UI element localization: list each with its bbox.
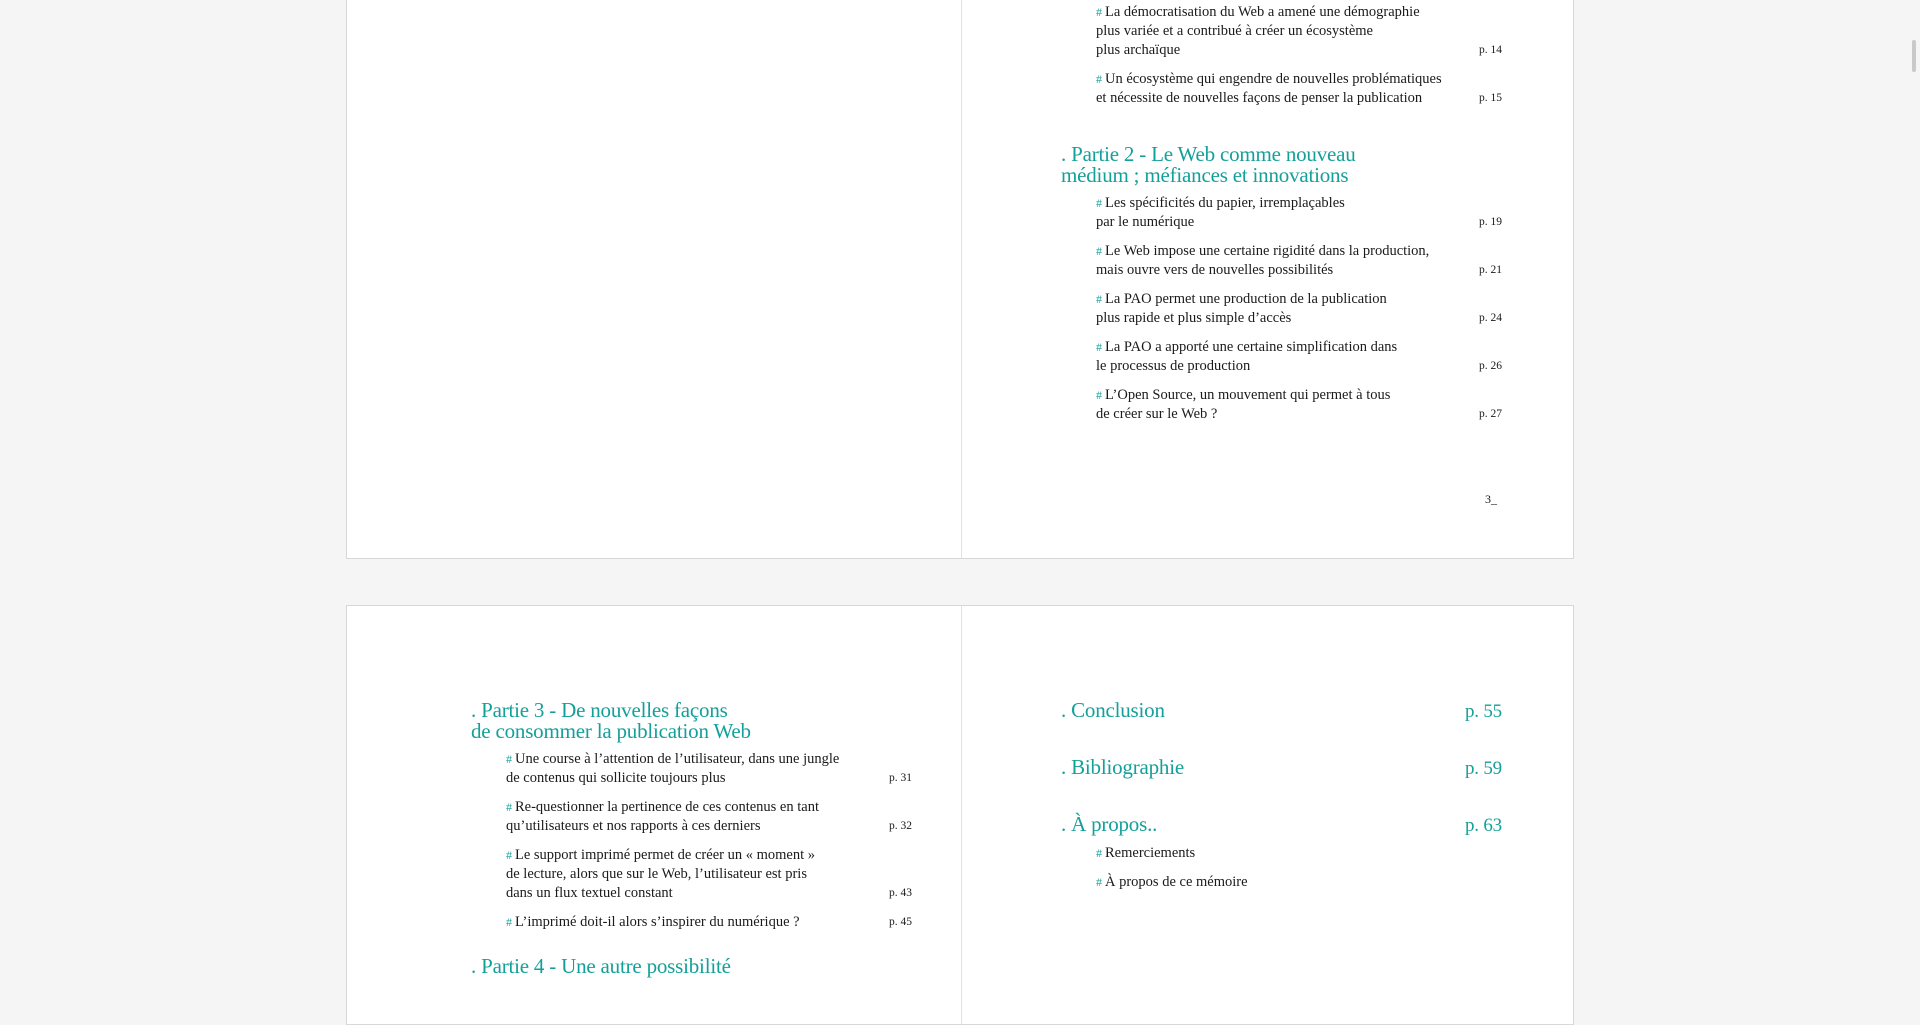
page-spread-top	[346, 0, 1574, 559]
toc-entry-page: p. 45	[889, 916, 912, 928]
toc-right-page-top	[1061, 3, 1502, 434]
toc-entry[interactable]	[1096, 242, 1502, 280]
toc-subsections	[1061, 844, 1502, 892]
toc-section-page: p. 63	[1464, 815, 1502, 836]
toc-entry-page: p. 43	[889, 887, 912, 899]
toc-entry-text: qu’utilisateurs et nos rapports à ces derniers	[506, 818, 761, 834]
toc-section-title: . Conclusion	[1061, 698, 1165, 722]
toc-entry-text: par le numérique	[1096, 214, 1195, 230]
toc-entry[interactable]	[1096, 194, 1502, 232]
toc-entry[interactable]	[1096, 338, 1502, 376]
part-4-title	[471, 956, 912, 977]
toc-entry-text: La PAO a apporté une certaine simplification dans	[1105, 339, 1398, 355]
toc-entry-text: le processus de production	[1096, 358, 1251, 374]
toc-entries-part2	[1061, 194, 1502, 424]
toc-entry-page: p. 19	[1479, 216, 1502, 228]
hash-marker: #	[1096, 196, 1102, 210]
toc-entry[interactable]	[506, 913, 912, 932]
toc-entry-text: Le Web impose une certaine rigidité dans la production,	[1105, 243, 1430, 259]
scrollbar-thumb[interactable]	[1912, 40, 1916, 72]
hash-marker: #	[1096, 292, 1102, 306]
hash-marker: #	[506, 752, 512, 766]
toc-entry-text: Le support imprimé permet de créer un « moment »	[515, 847, 815, 863]
toc-entry-page: p. 27	[1479, 408, 1502, 420]
part-4-title-line1: . Partie 4 - Une autre possibilité	[471, 954, 731, 978]
toc-entry-text: mais ouvre vers de nouvelles possibilités	[1096, 262, 1334, 278]
toc-section[interactable]	[1061, 700, 1502, 722]
hash-marker: #	[1096, 72, 1102, 86]
toc-entry-text: La PAO permet une production de la publication	[1105, 291, 1387, 307]
toc-entry-page: p. 14	[1479, 44, 1502, 56]
part-3-title-line1: . Partie 3 - De nouvelles façons	[471, 698, 728, 722]
toc-entry-text: plus variée et a contribué à créer un écosystème	[1096, 23, 1373, 39]
toc-entry-text: plus archaïque	[1096, 42, 1181, 58]
hash-marker: #	[1096, 875, 1102, 889]
hash-marker: #	[506, 800, 512, 814]
page-number: 3_	[1485, 492, 1497, 506]
toc-entry-page: p. 31	[889, 772, 912, 784]
toc-subsection[interactable]	[1096, 844, 1502, 863]
toc-section-title: . À propos..	[1061, 812, 1158, 836]
toc-entry-text: Un écosystème qui engendre de nouvelles problématiques	[1105, 71, 1442, 87]
toc-section[interactable]	[1061, 757, 1502, 779]
part-2-title	[1061, 144, 1502, 186]
toc-entry[interactable]	[506, 846, 912, 903]
toc-section-page: p. 59	[1464, 758, 1502, 779]
toc-entry-text: de lecture, alors que sur le Web, l’utilisateur est pris	[506, 866, 807, 882]
toc-section-title: . Bibliographie	[1061, 755, 1184, 779]
toc-subsection-text: Remerciements	[1105, 845, 1196, 861]
part-2-title-line1: . Partie 2 - Le Web comme nouveau	[1061, 142, 1356, 166]
page-spread-bottom	[346, 605, 1574, 1025]
hash-marker: #	[1096, 388, 1102, 402]
toc-entry-text: plus rapide et plus simple d’accès	[1096, 310, 1292, 326]
toc-entry-page: p. 26	[1479, 360, 1502, 372]
toc-subsection-text: À propos de ce mémoire	[1105, 874, 1248, 890]
toc-entry-text: Les spécificités du papier, irremplaçables	[1105, 195, 1345, 211]
toc-right-page	[1061, 700, 1502, 902]
part-2-title-line2: médium ; méfiances et innovations	[1061, 163, 1349, 187]
toc-entry[interactable]	[1096, 386, 1502, 424]
toc-left-page	[471, 700, 912, 985]
hash-marker: #	[1096, 340, 1102, 354]
toc-entry[interactable]	[506, 750, 912, 788]
toc-entry[interactable]	[1096, 3, 1502, 60]
toc-entry-page: p. 15	[1479, 92, 1502, 104]
toc-entry[interactable]	[1096, 290, 1502, 328]
toc-entry-text: et nécessite de nouvelles façons de penser la publication	[1096, 90, 1423, 106]
toc-entry-page: p. 21	[1479, 264, 1502, 276]
toc-section[interactable]	[1061, 814, 1502, 836]
toc-entries-part1-tail	[1061, 3, 1502, 108]
toc-entry-text: Re-questionner la pertinence de ces contenus en tant	[515, 799, 819, 815]
toc-sections	[1061, 700, 1502, 836]
toc-entry[interactable]	[1096, 70, 1502, 108]
part-3-title-line2: de consommer la publication Web	[471, 719, 751, 743]
hash-marker: #	[1096, 846, 1102, 860]
toc-entry-text: La démocratisation du Web a amené une démographie	[1105, 4, 1420, 20]
page-gutter	[961, 0, 962, 558]
toc-entry-text: dans un flux textuel constant	[506, 885, 673, 901]
toc-entry-page: p. 24	[1479, 312, 1502, 324]
hash-marker: #	[506, 848, 512, 862]
toc-entries-part3	[471, 750, 912, 932]
hash-marker: #	[1096, 244, 1102, 258]
hash-marker: #	[506, 915, 512, 929]
toc-entry[interactable]	[506, 798, 912, 836]
toc-entry-text: Une course à l’attention de l’utilisateur, dans une jungle	[515, 751, 840, 767]
part-3-title	[471, 700, 912, 742]
toc-entry-text: de contenus qui sollicite toujours plus	[506, 770, 726, 786]
toc-section-page: p. 55	[1464, 701, 1502, 722]
toc-entry-text: de créer sur le Web ?	[1096, 406, 1218, 422]
hash-marker: #	[1096, 5, 1102, 19]
page-gutter	[961, 606, 962, 1024]
toc-entry-page: p. 32	[889, 820, 912, 832]
toc-subsection[interactable]	[1096, 873, 1502, 892]
toc-entry-text: L’Open Source, un mouvement qui permet à tous	[1105, 387, 1391, 403]
toc-entry-text: L’imprimé doit-il alors s’inspirer du numérique ?	[515, 914, 800, 930]
